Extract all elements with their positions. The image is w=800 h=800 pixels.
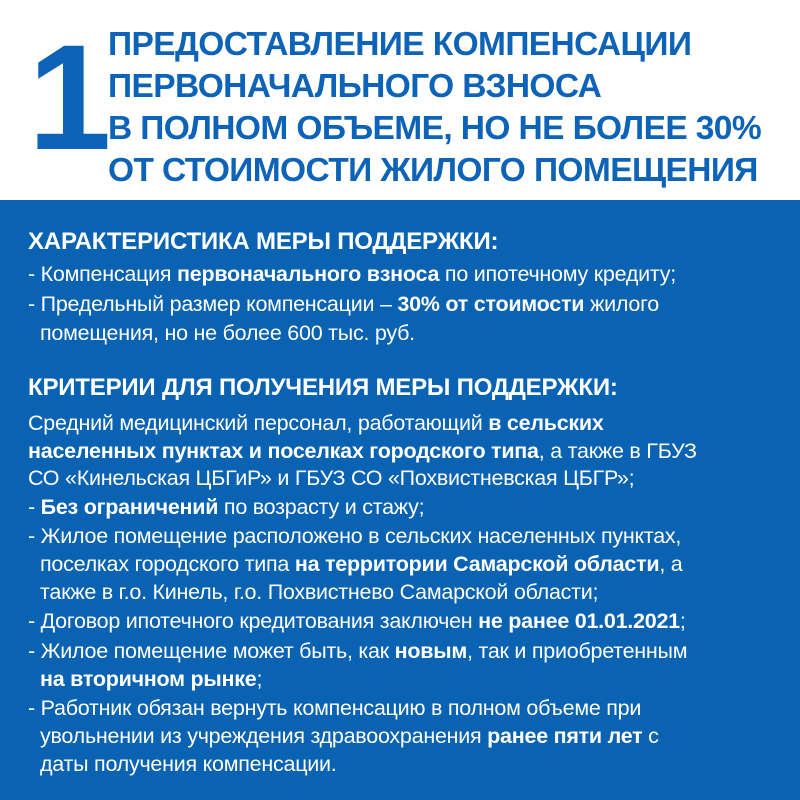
text-span: жилого xyxy=(584,292,659,316)
text-span: по возрасту и стажу; xyxy=(218,495,425,519)
characteristics-line xyxy=(28,292,659,317)
bold-span: населенных пунктах и поселках городского типа xyxy=(28,439,539,463)
header-section xyxy=(0,0,800,200)
bold-span: первоначального взноса xyxy=(177,262,440,286)
criteria-line xyxy=(28,495,424,520)
text-span: увольнении из учреждения здравоохранения xyxy=(40,724,488,748)
criteria-line xyxy=(40,667,262,692)
criteria-line xyxy=(40,724,659,749)
criteria-line: даты получения компенсации. xyxy=(40,752,337,776)
criteria-line xyxy=(28,609,686,634)
header-title xyxy=(108,24,788,192)
criteria-line: - Жилое помещение расположено в сельских населенных пунктах, xyxy=(28,524,682,548)
characteristics-line: помещения, но не более 600 тыс. руб. xyxy=(40,321,415,345)
criteria-line xyxy=(28,639,687,664)
header-title-line: ОТ СТОИМОСТИ ЖИЛОГО ПОМЕЩЕНИЯ xyxy=(108,152,758,189)
text-span: ; xyxy=(256,667,263,691)
criteria-line xyxy=(28,439,697,464)
text-span: - Договор ипотечного кредитования заключен xyxy=(28,609,479,633)
bold-span: Без ограничений xyxy=(40,495,219,519)
text-span: , а xyxy=(659,552,683,576)
bold-span: ранее пяти лет xyxy=(487,724,643,748)
criteria-line: - Работник обязан вернуть компенсацию в полном объеме при xyxy=(28,696,642,720)
criteria-line xyxy=(28,411,604,436)
text-span: с xyxy=(642,724,659,748)
section-number: 1 xyxy=(28,13,108,181)
bold-span: на территории Самарской области xyxy=(294,552,660,576)
bold-span: 30% от стоимости xyxy=(397,292,585,316)
text-span: Средний медицинский персонал, работающий xyxy=(28,411,489,435)
criteria-line: СО «Кинельская ЦБГиР» и ГБУЗ СО «Похвистневская ЦБГР»; xyxy=(28,466,635,490)
text-span: , так и приобретенным xyxy=(467,639,688,663)
text-span: - Предельный размер компенсации – xyxy=(28,292,398,316)
text-span: , а также в ГБУЗ xyxy=(538,439,697,463)
header-title-line: В ПОЛНОМ ОБЪЕМЕ, НО НЕ БОЛЕЕ 30% xyxy=(108,110,762,147)
header-title-line: ПЕРВОНАЧАЛЬНОГО ВЗНОСА xyxy=(108,68,602,105)
criteria-title: КРИТЕРИИ ДЛЯ ПОЛУЧЕНИЯ МЕРЫ ПОДДЕРЖКИ: xyxy=(28,374,618,401)
text-span: - xyxy=(28,495,41,519)
text-span: - Жилое помещение может быть, как xyxy=(28,639,395,663)
header-title-line: ПРЕДОСТАВЛЕНИЕ КОМПЕНСАЦИИ xyxy=(108,26,692,63)
text-span: по ипотечному кредиту; xyxy=(439,262,676,286)
bold-span: не ранее 01.01.2021 xyxy=(478,609,680,633)
bold-span: на вторичном рынке xyxy=(40,667,257,691)
text-span: ; xyxy=(679,609,686,633)
bold-span: новым xyxy=(394,639,468,663)
characteristics-title: ХАРАКТЕРИСТИКА МЕРЫ ПОДДЕРЖКИ: xyxy=(28,228,499,255)
content-section xyxy=(0,200,800,800)
bold-span: в сельских xyxy=(488,411,604,435)
criteria-line: также в г.о. Кинель, г.о. Похвистнево Самарской области; xyxy=(40,580,599,604)
text-span: - Компенсация xyxy=(28,262,178,286)
characteristics-line xyxy=(28,262,676,287)
criteria-line xyxy=(40,552,682,577)
text-span: поселках городского типа xyxy=(40,552,295,576)
